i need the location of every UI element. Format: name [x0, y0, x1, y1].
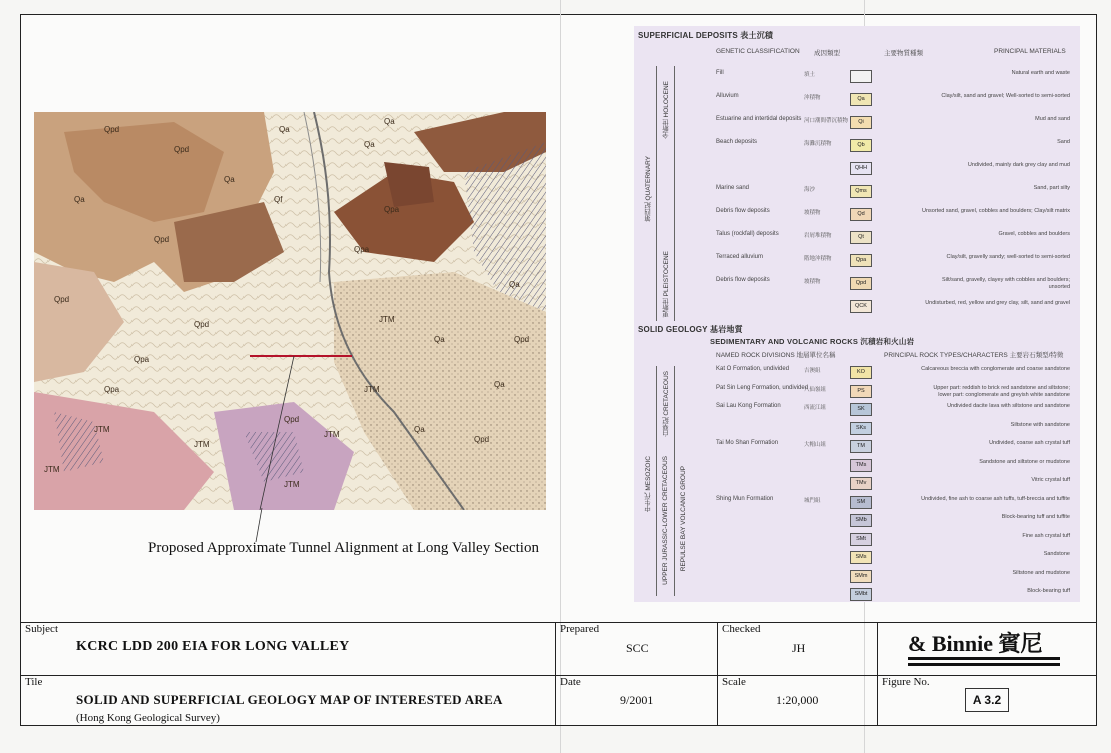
legend-row-material: Undisturbed, red, yellow and grey clay, silt, sand and gravel	[925, 300, 1070, 306]
map-unit-label: Qpd	[174, 145, 190, 154]
legend-row	[634, 533, 1080, 551]
legend-row	[634, 300, 1080, 318]
legend-row-name: Pat Sin Leng Formation, undivided	[716, 384, 809, 391]
legend-swatch: Qpd	[850, 277, 872, 290]
map-caption: Proposed Approximate Tunnel Alignment at Long Valley Section	[148, 540, 539, 556]
legend-row-cn: 階地沖積物	[804, 256, 832, 262]
map-unit-label: Qa	[364, 140, 375, 149]
legend-row-material: Natural earth and waste	[1011, 70, 1070, 76]
legend-row-material: Sandstone and siltstone or mudstone	[979, 458, 1070, 465]
legend-swatch: Qms	[850, 185, 872, 198]
legend-row	[634, 459, 1080, 477]
map-unit-label: Qa	[279, 125, 290, 134]
legend-row-name: Alluvium	[716, 93, 739, 99]
legend-row-material: Vitric crystal tuff	[1031, 477, 1070, 483]
date-cell	[555, 675, 718, 726]
holocene-label: 全新世 HOLOCENE	[663, 81, 670, 139]
legend-swatch: QCK	[850, 300, 872, 313]
checked-value: JH	[792, 641, 806, 655]
legend-row	[634, 254, 1080, 272]
superficial-title: SUPERFICIAL DEPOSITS 表土沉積	[638, 31, 774, 40]
logo-cell	[877, 622, 1097, 676]
scale-cell	[717, 675, 878, 726]
legend-row-name: Estuarine and intertidal deposits	[716, 116, 802, 122]
legend-swatch: SK	[850, 403, 872, 416]
map-unit-label: JTM	[94, 425, 110, 434]
subject-cell	[20, 622, 556, 676]
geology-map	[34, 112, 546, 510]
map-unit-label: Qpd	[194, 320, 210, 329]
legend-swatch: Qb	[850, 139, 872, 152]
legend-swatch: SMt	[850, 533, 872, 546]
legend-swatch: SMb	[850, 514, 872, 527]
cretaceous-label: 白堊紀 CRETACEOUS	[663, 371, 670, 437]
source-value: (Hong Kong Geological Survey)	[76, 712, 220, 724]
legend-row-cn: 大帽山組	[804, 442, 827, 448]
map-unit-label: JTM	[364, 385, 380, 394]
logo-wave	[908, 657, 1060, 660]
legend-row-cn: 吉澳組	[804, 368, 821, 374]
legend-row-material: Silt/sand, gravelly, clayey with cobbles and boulders; unsorted	[942, 277, 1070, 290]
map-unit-label: Qa	[414, 425, 425, 434]
legend-row-name: Marine sand	[716, 185, 750, 191]
map-unit-label: Qpd	[284, 415, 300, 424]
legend-row-name: Talus (rockfall) deposits	[716, 231, 779, 237]
map-unit-label: Qpd	[514, 335, 530, 344]
quaternary-label: 第四紀 QUATERNARY	[645, 156, 652, 222]
map-unit-label: JTM	[284, 480, 300, 489]
legend-row-material: Undivided, coarse ash crystal tuff	[989, 440, 1070, 446]
map-unit-label: JTM	[379, 315, 395, 324]
legend-row	[634, 208, 1080, 226]
legend-row-material: Sand, part silty	[1033, 185, 1070, 191]
legend-swatch: SKs	[850, 422, 872, 435]
legend-row-material: Unsorted sand, gravel, cobbles and boulders; Clay/silt matrix	[922, 208, 1070, 214]
legend-row-material: Gravel, cobbles and boulders	[998, 231, 1070, 237]
legend-row	[634, 70, 1080, 88]
prepared-cell	[555, 622, 718, 676]
legend-swatch: KO	[850, 366, 872, 379]
map-unit-label: Qf	[274, 195, 283, 204]
map-unit-label: Qa	[434, 335, 445, 344]
legend-row-cn: 八仙嶺組	[804, 386, 827, 393]
genetic-header: GENETIC CLASSIFICATION	[716, 48, 800, 55]
legend-swatch: Qd	[850, 208, 872, 221]
legend-row-material: Block-bearing tuff and tuffite	[1001, 514, 1070, 520]
legend-row	[634, 514, 1080, 532]
legend-row-cn: 填土	[804, 72, 816, 78]
legend-swatch: QHH	[850, 162, 872, 175]
mesozoic-label: 中生代 MESOZOIC	[645, 456, 652, 512]
map-unit-label: Qpd	[54, 295, 70, 304]
legend-row-name: Debris flow deposits	[716, 208, 770, 214]
legend-row-cn: 西流江組	[804, 405, 827, 411]
legend-swatch: Qi	[850, 116, 872, 129]
legend-row	[634, 422, 1080, 440]
map-unit-label: Qpa	[134, 355, 150, 364]
figure-number: A 3.2	[965, 688, 1009, 712]
legend-row-material: Siltstone and mudstone	[1012, 569, 1070, 576]
legend-row-name: Terraced alluvium	[716, 254, 764, 260]
leader-line	[254, 508, 264, 542]
legend-row-material: Undivided, fine ash to coarse ash tuffs, tuff-breccia and tuffite	[921, 495, 1070, 502]
legend-row	[634, 116, 1080, 134]
map-unit-label: Qpa	[384, 205, 400, 214]
legend-row	[634, 588, 1080, 602]
map-unit-label: Qpd	[474, 435, 490, 444]
legend-row-cn: 海沙	[804, 187, 816, 193]
title-block	[20, 622, 1097, 726]
prepared-value: SCC	[626, 641, 649, 655]
title-label: Tile	[25, 676, 43, 688]
map-unit-label: Qpa	[104, 385, 120, 394]
map-unit-label: Qpa	[354, 245, 370, 254]
legend-row-cn: 城門組	[804, 497, 821, 504]
legend-row-material: Undivided, mainly dark grey clay and mud	[967, 162, 1070, 168]
map-unit-label: Qa	[509, 280, 520, 289]
jurassic-label: UPPER JURASSIC-LOWER CRETACEOUS	[662, 456, 669, 585]
date-label: Date	[560, 676, 581, 688]
map-unit-label: Qa	[384, 117, 395, 126]
legend-row-name: Beach deposits	[716, 139, 758, 145]
legend-swatch: SMbt	[850, 588, 872, 601]
legend-row	[634, 496, 1080, 514]
legend-swatch: SMs	[850, 551, 872, 564]
legend-row-name: Fill	[716, 70, 724, 76]
legend-row	[634, 366, 1080, 384]
subject-value: KCRC LDD 200 EIA FOR LONG VALLEY	[76, 639, 350, 654]
prepared-label: Prepared	[560, 623, 600, 635]
legend-swatch: Qt	[850, 231, 872, 244]
date-value: 9/2001	[620, 693, 654, 707]
legend-row-cn: 海灘沉積物	[804, 141, 832, 147]
map-unit-label: Qpd	[154, 235, 170, 244]
legend-row	[634, 385, 1080, 403]
legend-row-material: Clay/silt, gravelly sandy; well-sorted to semi-sorted	[946, 254, 1070, 260]
materials-cn-header: 主要物質種類	[884, 50, 923, 57]
named-header: NAMED ROCK DIVISIONS 地層單位名稱	[716, 352, 836, 359]
genetic-cn-header: 成因類型	[814, 50, 840, 57]
legend-row-material: Mud and sand	[1035, 116, 1070, 122]
legend-row	[634, 139, 1080, 157]
legend-swatch: TMs	[850, 459, 872, 472]
legend-row-name: Kat O Formation, undivided	[716, 366, 790, 372]
legend-row	[634, 551, 1080, 569]
principal-rock-header: PRINCIPAL ROCK TYPES/CHARACTERS 主要岩石類型/特徵	[884, 352, 1064, 359]
scale-label: Scale	[722, 676, 746, 688]
legend-row-material: Clay/silt, sand and gravel; Well-sorted to semi-sorted	[941, 93, 1070, 99]
map-unit-label: JTM	[324, 430, 340, 439]
legend-row-material: Calcareous breccia with conglomerate and coarse sandstone	[921, 366, 1070, 372]
binnie-logo: & Binnie 賓尼	[908, 631, 1043, 656]
geology-legend	[634, 26, 1080, 602]
legend-row	[634, 185, 1080, 203]
subject-label: Subject	[25, 623, 58, 635]
legend-row-cn: 坡積物	[804, 279, 821, 285]
repulse-label: REPULSE BAY VOLCANIC GROUP	[680, 466, 687, 572]
pleistocene-label: 更新世 PLEISTOCENE	[663, 251, 670, 318]
figure-label: Figure No.	[882, 676, 930, 688]
map-unit-label: JTM	[44, 465, 60, 474]
map-unit-label: Qa	[224, 175, 235, 184]
scale-value: 1:20,000	[776, 693, 819, 707]
legend-swatch: PS	[850, 385, 872, 398]
title-value: SOLID AND SUPERFICIAL GEOLOGY MAP OF INTERESTED AREA	[76, 692, 503, 707]
legend-row	[634, 403, 1080, 421]
legend-swatch: Qa	[850, 93, 872, 106]
legend-swatch: SMm	[850, 570, 872, 583]
legend-row	[634, 93, 1080, 111]
legend-row-name: Shing Mun Formation	[716, 495, 774, 502]
legend-row-cn: 沖積物	[804, 95, 821, 101]
legend-row-material: Fine ash crystal tuff	[1022, 532, 1070, 539]
map-unit-label: Qa	[494, 380, 505, 389]
legend-row	[634, 570, 1080, 588]
legend-swatch: TMv	[850, 477, 872, 490]
legend-row-material: Block-bearing tuff	[1027, 588, 1070, 594]
legend-row	[634, 440, 1080, 458]
legend-row-cn: 坡積物	[804, 210, 821, 216]
legend-row-material: Sandstone	[1043, 551, 1070, 557]
legend-row-material: Sand	[1057, 139, 1070, 145]
checked-cell	[717, 622, 878, 676]
legend-row	[634, 477, 1080, 495]
map-unit-label: JTM	[194, 440, 210, 449]
legend-swatch	[850, 70, 872, 83]
principal-header: PRINCIPAL MATERIALS	[994, 48, 1066, 55]
legend-row-cn: 岩屑堆積物	[804, 233, 832, 239]
legend-swatch: SM	[850, 496, 872, 509]
map-unit-label: Qpd	[104, 125, 120, 134]
sed-title: SEDIMENTARY AND VOLCANIC ROCKS 沉積岩和火山岩	[710, 337, 915, 346]
map-unit-label: Qa	[74, 195, 85, 204]
solid-title: SOLID GEOLOGY 基岩地質	[638, 325, 743, 334]
title-cell	[20, 675, 556, 726]
checked-label: Checked	[722, 623, 761, 635]
legend-row-material: Undivided dacite lava with siltstone and sandstone	[947, 403, 1070, 409]
legend-row-name: Sai Lau Kong Formation	[716, 403, 781, 409]
legend-row-material: Siltstone with sandstone	[1010, 421, 1070, 428]
legend-row	[634, 277, 1080, 295]
logo-wave	[908, 663, 1060, 666]
legend-row-material: Upper part: reddish to brick red sandstone and siltstone; lower part: conglomerate and greyish white sandstone	[933, 384, 1070, 398]
legend-row	[634, 162, 1080, 180]
legend-row	[634, 231, 1080, 249]
legend-swatch: TM	[850, 440, 872, 453]
legend-row-name: Tai Mo Shan Formation	[716, 440, 779, 446]
legend-swatch: Qpa	[850, 254, 872, 267]
legend-row-cn: 河口潮間帶沉積物	[804, 118, 849, 124]
legend-row-name: Debris flow deposits	[716, 277, 770, 283]
